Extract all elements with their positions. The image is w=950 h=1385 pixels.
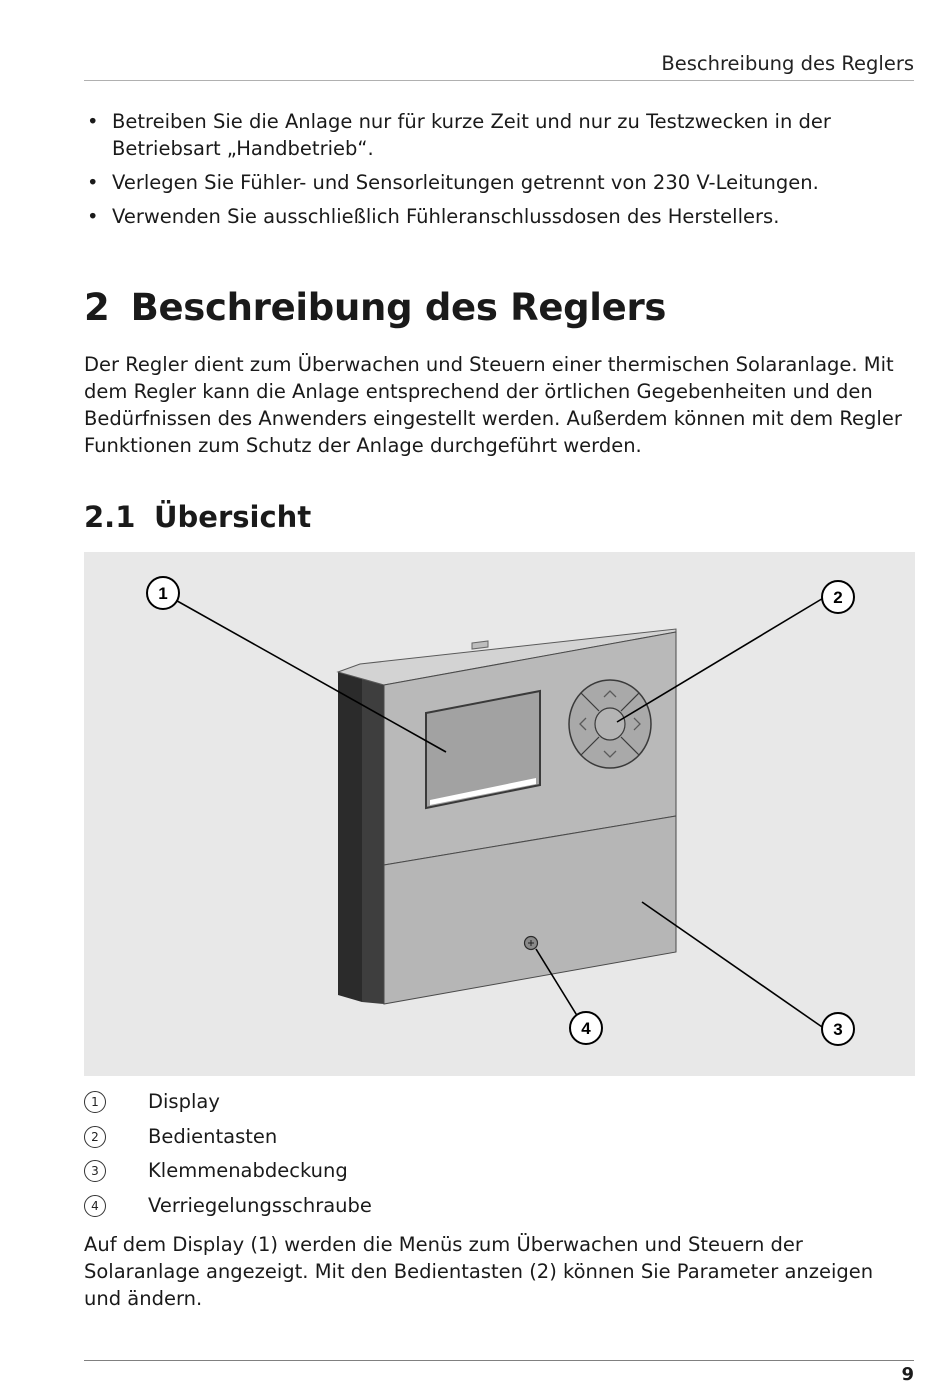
callout-4: [570, 1012, 602, 1044]
svg-text:4: 4: [581, 1019, 591, 1038]
chapter-heading: [84, 286, 666, 329]
housing-left-side: [362, 679, 384, 1004]
chapter-title: Beschreibung des Reglers: [130, 286, 667, 329]
legend-label: Verriegelungsschraube: [148, 1193, 372, 1217]
bullet-dot-icon: •: [87, 205, 99, 228]
callout-1: [147, 577, 179, 609]
section-number: 2.1: [84, 500, 136, 534]
legend-label: Klemmenabdeckung: [148, 1159, 348, 1182]
bullet-dot-icon: •: [87, 110, 99, 133]
bullet-item: • Betreiben Sie die Anlage nur für kurze Zeit und nur zu Testzwecken in der Betriebsart „Handbetrieb“.: [87, 110, 831, 160]
outro-paragraph: Auf dem Display (1) werden die Menüs zum Überwachen und Steuern der Solaranlage angezeigt. Mit den Bedientasten (2) können Sie Parameter anzeigen und ändern.: [84, 1233, 874, 1310]
control-buttons: [569, 680, 651, 768]
legend-number: 3: [84, 1160, 106, 1182]
running-header: Beschreibung des Reglers: [661, 52, 914, 75]
safety-bullet-list: [84, 108, 910, 237]
bullet-item: • Verwenden Sie ausschließlich Fühleranschlussdosen des Herstellers.: [87, 205, 780, 228]
locking-screw: [525, 937, 538, 950]
legend-label: Bedientasten: [148, 1124, 278, 1148]
callout-3: [822, 1013, 854, 1045]
controller-figure: [84, 552, 915, 1076]
svg-text:2: 2: [833, 588, 843, 607]
header-divider: [84, 80, 914, 81]
controller-illustration: [84, 552, 915, 1076]
bullet-item: • Verlegen Sie Fühler- und Sensorleitungen getrennt von 230 V-Leitungen.: [87, 171, 819, 194]
legend-number: 2: [84, 1126, 106, 1148]
chapter-number: 2: [84, 286, 110, 329]
legend-number: 1: [84, 1091, 106, 1113]
legend-label: Display: [148, 1090, 220, 1113]
svg-text:3: 3: [833, 1020, 843, 1039]
leader-line-3: [642, 902, 825, 1029]
svg-text:1: 1: [158, 584, 168, 603]
intro-paragraph: Der Regler dient zum Überwachen und Steuern einer thermischen Solaranlage. Mit dem Regler kann die Anlage entsprechend der örtlichen Gegebenheiten und den Bedürfnissen des Anwenders eingestellt werden. Außerdem können mit dem Regler Funktionen zum Schutz der Anlage durchgeführt werden.: [84, 353, 902, 457]
footer-divider: [84, 1360, 914, 1361]
callout-2: [822, 581, 854, 613]
bullet-dot-icon: •: [87, 171, 99, 194]
section-title: Übersicht: [154, 500, 312, 534]
legend-number: 4: [84, 1195, 106, 1217]
page-number: 9: [901, 1364, 914, 1385]
housing-top-tab: [472, 641, 488, 649]
housing-back-side: [338, 672, 362, 1002]
section-heading: [84, 500, 311, 534]
